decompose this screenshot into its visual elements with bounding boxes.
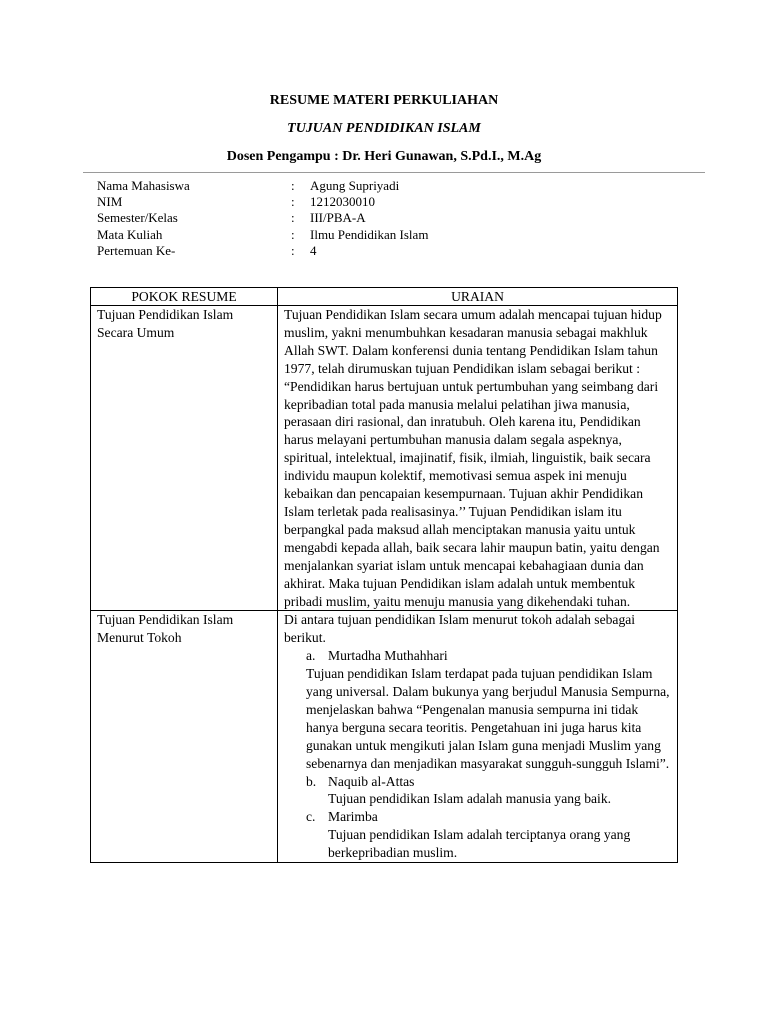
figure-name: Naquib al-Attas [328, 773, 415, 789]
description-cell [278, 611, 678, 863]
info-row-course [97, 227, 428, 243]
document-subtitle: TUJUAN PENDIDIKAN ISLAM [287, 121, 481, 136]
info-label: Mata Kuliah [97, 226, 163, 242]
table-header-row [91, 288, 678, 306]
info-colon: : [291, 210, 295, 226]
info-value: 1212030010 [310, 194, 375, 210]
table-row [91, 611, 678, 863]
figure-name: Murtadha Muthahhari [328, 648, 448, 664]
info-value: 4 [310, 242, 317, 258]
info-row-meeting [97, 243, 428, 259]
info-row-nim [97, 194, 428, 210]
info-value: Agung Supriyadi [310, 178, 400, 193]
student-info [97, 178, 428, 259]
list-item [306, 808, 671, 862]
topic-cell: Tujuan Pendidikan Islam Secara Umum [91, 306, 278, 611]
figure-list [306, 647, 671, 862]
list-item [306, 647, 671, 772]
list-item [306, 773, 671, 809]
table-row [91, 306, 678, 611]
info-label: NIM [97, 194, 123, 210]
info-colon: : [291, 242, 295, 258]
row-intro: Di antara tujuan pendidikan Islam menurut tokoh adalah sebagai berikut. [284, 612, 636, 646]
info-colon: : [291, 226, 295, 242]
info-label: Semester/Kelas [97, 210, 178, 226]
figure-text: Tujuan pendidikan Islam adalah manusia yang baik. [328, 791, 612, 807]
header-divider [83, 172, 705, 173]
info-value: Ilmu Pendidikan Islam [310, 226, 429, 242]
info-row-name [97, 178, 428, 194]
description-cell: Tujuan Pendidikan Islam secara umum adalah mencapai tujuan hidup muslim, yakni menumbuhkan kesadaran manusia sebagai makhluk Allah SWT. Dalam konferensi dunia tentang Pendidikan Islam tahun 1977, telah dirumuskan tujuan Pendidikan islam sebagai berikut : “Pendidikan harus bertujuan untuk pertumbuhan yang seimbang dari kepribadian total pada manusia melalui pelatihan jiwa manusia, perasaan diri rasional, dan inratubuh. Oleh karena itu, Pendidikan harus melayani pertumbuhan manusia dalam segala aspeknya, spiritual, intelektual, imajinatif, fisik, ilmiah, linguistik, baik secara individu maupun kolektif, memotivasi semua aspek ini menuju kebaikan dan pencapaian kesempurnaan. Tujuan akhir Pendidikan Islam terletak pada realisasinya.’’ Tujuan Pendidikan islam itu berpangkal pada maksud allah menciptakan manusia yaitu untuk mengabdi kepada allah, baik secara lahir maupun batin, yaitu dengan menjalankan syariat islam untuk mencapai kebahagiaan dunia dan akhirat. Maka tujuan Pendidikan islam adalah untuk membentuk pribadi muslim, yaitu menuju manusia yang dikehendaki tuhan. [278, 306, 678, 611]
figure-text: Tujuan pendidikan Islam adalah terciptanya orang yang berkepribadian muslim. [328, 827, 631, 861]
topic-cell: Tujuan Pendidikan Islam Menurut Tokoh [91, 611, 278, 863]
figure-name: Marimba [328, 809, 378, 825]
figure-text: Tujuan pendidikan Islam terdapat pada tujuan pendidikan Islam yang universal. Dalam bukunya yang berjudul Manusia Sempurna, menjelaskan bahwa “Pengenalan manusia sempurna ini tidak hanya berguna secara teoritis. Pengetahuan ini juga harus kita gunakan untuk mengikuti jalan Islam guna menjadi Muslim yang sebenarnya dan menjadikan masyarakat sungguh-sungguh Islami”. [306, 666, 670, 771]
resume-table [90, 287, 678, 863]
info-label: Pertemuan Ke- [97, 242, 176, 258]
info-value: III/PBA-A [310, 210, 366, 226]
info-label: Nama Mahasiswa [97, 178, 190, 193]
lecturer-line: Dosen Pengampu : Dr. Heri Gunawan, S.Pd.I., M.Ag [226, 149, 542, 164]
info-colon: : [291, 194, 295, 210]
list-marker: b. [306, 773, 317, 789]
info-row-semester [97, 210, 428, 226]
info-colon: : [291, 178, 295, 193]
list-marker: a. [306, 648, 316, 664]
column-header-topic: POKOK RESUME [91, 288, 278, 306]
list-marker: c. [306, 809, 316, 825]
document-title: RESUME MATERI PERKULIAHAN [269, 93, 499, 108]
column-header-description: URAIAN [278, 288, 678, 306]
